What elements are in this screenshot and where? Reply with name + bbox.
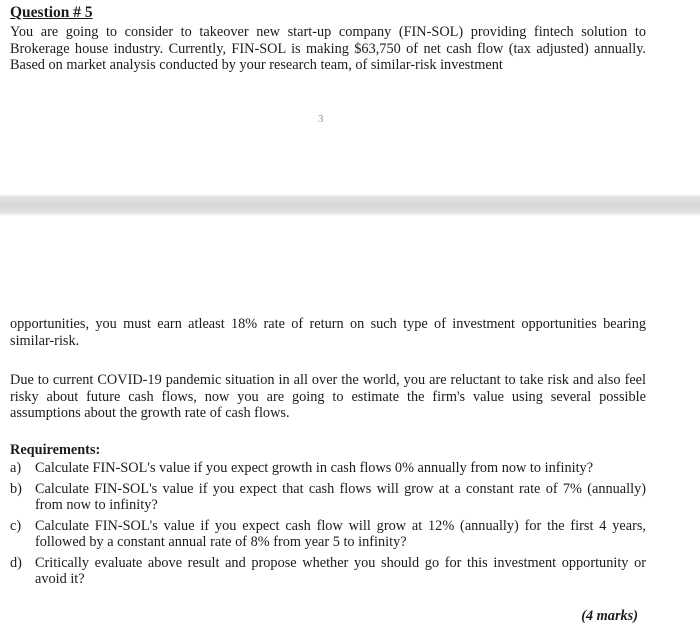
requirement-letter: c) — [10, 517, 22, 534]
requirements-heading: Requirements: — [10, 442, 101, 458]
requirement-text: Calculate FIN-SOL's value if you expect growth in cash flows 0% annually from now to infinity? — [35, 460, 594, 476]
question-continuation: opportunities, you must earn atleast 18% rate of return on such type of investment opportunities bearing similar-risk. — [10, 316, 646, 349]
requirement-letter: a) — [10, 460, 22, 476]
page-number: 3 — [318, 113, 324, 125]
requirement-text: Critically evaluate above result and propose whether you should go for this investment opportunity or avoid it? — [35, 554, 646, 587]
requirement-text: Calculate FIN-SOL's value if you expect that cash flows will grow at a constant rate of 7% (annually) from now to infinity? — [35, 480, 646, 513]
page-separator — [0, 194, 700, 216]
question-title: Question # 5 — [10, 4, 93, 21]
requirement-letter: d) — [10, 554, 22, 571]
requirement-text: Calculate FIN-SOL's value if you expect cash flow will grow at 12% (annually) for the first 4 years, followed by a constant annual rate of 8% from year 5 to infinity? — [35, 517, 646, 550]
question-context: Due to current COVID-19 pandemic situation in all over the world, you are reluctant to take risk and also feel risky about future cash flows, now you are going to estimate the firm's value using several possible assumptions about the growth rate of cash flows. — [10, 372, 646, 421]
requirement-d — [10, 555, 646, 588]
requirement-b — [10, 481, 646, 514]
requirements-list — [10, 460, 646, 592]
marks-label: (4 marks) — [581, 608, 638, 624]
requirement-letter: b) — [10, 480, 22, 497]
requirement-c — [10, 518, 646, 551]
question-intro: You are going to consider to takeover new start-up company (FIN-SOL) providing fintech solution to Brokerage house industry. Currently, FIN-SOL is making $63,750 of net cash flow (tax adjusted) annually. Based on market analysis conducted by your research team, of similar-risk investment — [10, 24, 646, 73]
requirement-a — [10, 460, 646, 477]
